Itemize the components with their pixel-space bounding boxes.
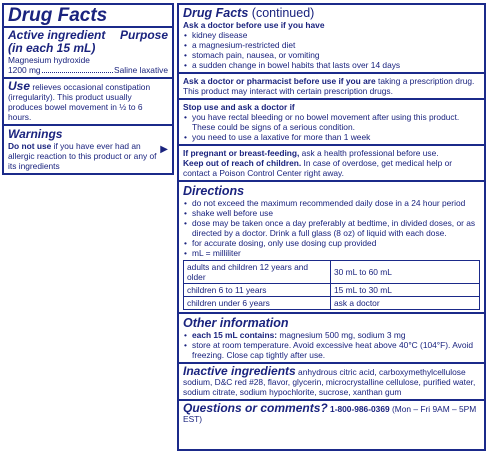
pregnant-heading: If pregnant or breast-feeding, xyxy=(183,148,300,158)
contains-text: magnesium 500 mg, sodium 3 mg xyxy=(279,330,406,340)
stop-use-list xyxy=(183,112,480,142)
table-cell: children 6 to 11 years xyxy=(184,284,331,297)
pregnant-text: ask a health professional before use. xyxy=(301,148,439,158)
inactive-ingredients-heading: Inactive ingredients xyxy=(183,364,296,378)
phone-hours: (Mon – Fri 9AM – 5PM EST) xyxy=(183,404,477,424)
do-not-use-text: if you have ever had an allergic reaction to this product or any of its ingredients xyxy=(8,141,157,171)
other-information-section xyxy=(179,314,484,364)
list-item: • mL = milliliter xyxy=(183,248,480,258)
warnings-heading: Warnings xyxy=(8,127,63,141)
keep-out-of-reach-text: In case of overdose, get medical help or contact a Poison Control Center right away. xyxy=(183,158,453,178)
list-item: • stomach pain, nausea, or vomiting xyxy=(183,50,480,60)
drug-facts-title: Drug Facts xyxy=(8,5,108,26)
list-item: • a sudden change in bowel habits that lasts over 14 days xyxy=(183,60,480,70)
questions-section xyxy=(179,401,484,426)
ingredient-name: Magnesium hydroxide xyxy=(8,55,90,65)
drug-facts-main-box xyxy=(2,3,174,175)
other-information-list xyxy=(183,330,480,360)
stop-use-heading: Stop use and ask a doctor if xyxy=(183,102,295,112)
active-ingredient-section xyxy=(4,26,172,77)
list-item: • dose may be taken once a day preferably at bedtime, in divided doses, or as directed by a doctor. Drink a full glass (8 oz) of liquid with each dose. xyxy=(183,218,480,238)
inactive-ingredients-text: anhydrous citric acid, carboxymethylcellulose sodium, D&C red #28, flavor, glycerin, microcrystalline cellulose, purified water, sodium citrate, sodium hypochlorite, sucrose, xanthan gum xyxy=(183,367,476,397)
directions-heading: Directions xyxy=(183,184,245,198)
ask-pharmacist-section xyxy=(179,74,484,100)
drug-facts-continued-title xyxy=(183,6,480,20)
list-item: • kidney disease xyxy=(183,30,480,40)
pregnancy-section xyxy=(179,146,484,182)
list-item: • store at room temperature. Avoid excessive heat above 40°C (104°F). Avoid freezing. Close cap tightly after use. xyxy=(183,340,480,360)
list-item: • you have rectal bleeding or no bowel movement after using this product. These could be signs of a serious condition. xyxy=(183,112,480,132)
list-item: • you need to use a laxative for more than 1 week xyxy=(183,132,480,142)
active-ingredient-heading: Active ingredient xyxy=(8,28,106,42)
use-heading: Use xyxy=(8,79,31,93)
stop-use-section xyxy=(179,100,484,146)
right-panel xyxy=(177,3,486,451)
table-cell: ask a doctor xyxy=(331,297,480,310)
table-cell: children under 6 years xyxy=(184,297,331,310)
do-not-use-label: Do not use xyxy=(8,141,52,151)
list-item xyxy=(183,330,480,340)
ask-pharmacist-heading: Ask a doctor or pharmacist before use if you are xyxy=(183,76,376,86)
directions-list xyxy=(183,198,480,258)
use-section xyxy=(4,77,172,124)
table-cell: 15 mL to 30 mL xyxy=(331,284,480,297)
inactive-ingredients-section xyxy=(179,364,484,401)
list-item: • a magnesium-restricted diet xyxy=(183,40,480,50)
table-cell: adults and children 12 years and older xyxy=(184,261,331,284)
directions-section xyxy=(179,182,484,314)
active-ingredient-subheading: (in each 15 mL) xyxy=(8,41,96,55)
ingredient-amount: 1200 mg xyxy=(8,65,41,75)
left-panel xyxy=(2,3,174,176)
contains-label: each 15 mL contains: xyxy=(192,330,278,340)
continue-arrow-icon: ▶ xyxy=(160,144,168,155)
phone-number: 1-800-986-0369 xyxy=(330,404,390,414)
keep-out-of-reach-heading: Keep out of reach of children. xyxy=(183,158,302,168)
table-row xyxy=(184,284,480,297)
table-row xyxy=(184,297,480,310)
ask-doctor-heading: Ask a doctor before use if you have xyxy=(183,20,325,30)
ask-doctor-section xyxy=(179,5,484,74)
table-row xyxy=(184,261,480,284)
continued-title-text: Drug Facts xyxy=(183,6,249,20)
ingredient-purpose: Saline laxative xyxy=(113,65,168,75)
warnings-section xyxy=(4,124,172,173)
questions-heading: Questions or comments? xyxy=(183,401,328,415)
other-information-heading: Other information xyxy=(183,316,289,330)
ask-doctor-list xyxy=(183,30,480,70)
dot-leader xyxy=(42,72,113,73)
dosage-table xyxy=(183,260,480,310)
list-item: • for accurate dosing, only use dosing cup provided xyxy=(183,238,480,248)
list-item: • shake well before use xyxy=(183,208,480,218)
ask-pharmacist-text: taking a prescription drug. This product may interact with certain prescription drugs. xyxy=(183,76,475,96)
purpose-heading: Purpose xyxy=(119,28,168,42)
table-cell: 30 mL to 60 mL xyxy=(331,261,480,284)
ingredient-row xyxy=(8,65,168,75)
use-text: relieves occasional constipation (irregularity). This product usually produces bowel movement in ½ to 6 hours. xyxy=(8,82,151,122)
continued-label: (continued) xyxy=(251,6,315,20)
list-item: • do not exceed the maximum recommended daily dose in a 24 hour period xyxy=(183,198,480,208)
